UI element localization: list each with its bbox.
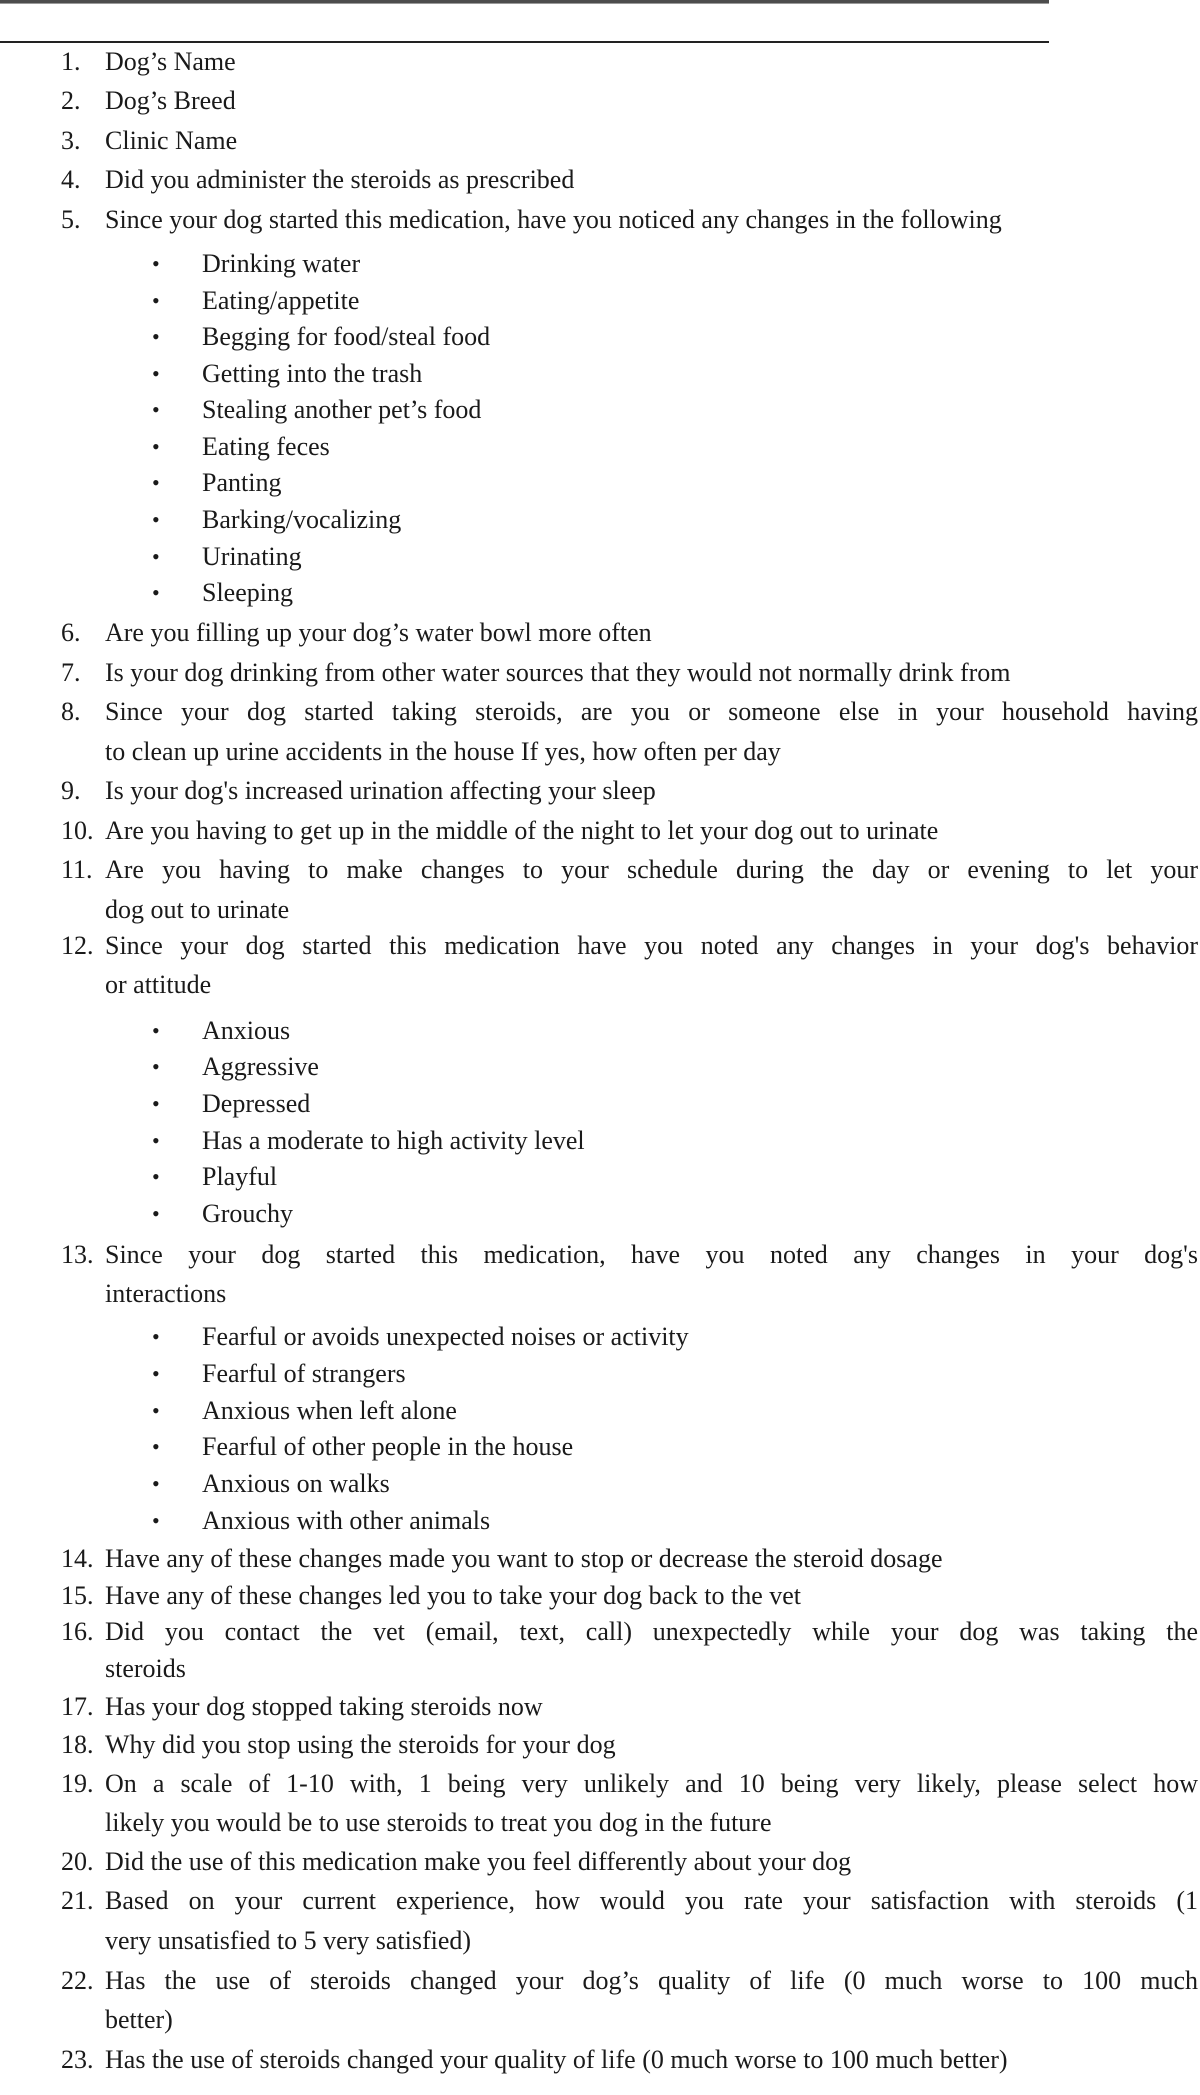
bullet-item <box>0 1054 1200 1080</box>
bullet-icon: • <box>152 1398 160 1423</box>
question-text: Since your dog started taking steroids, are you or someone else in your household having <box>105 697 1198 726</box>
question-text: Based on your current experience, how would you rate your satisfaction with steroids (1 <box>105 1886 1198 1915</box>
bullet-text: Fearful of strangers <box>202 1359 406 1388</box>
question-item-continuation <box>0 739 1200 765</box>
question-item-continuation <box>0 972 1200 998</box>
question-text: Has the use of steroids changed your dog’s quality of life (0 much worse to 100 much <box>105 1966 1198 1995</box>
question-item <box>0 1849 1200 1875</box>
question-number: 11. <box>61 855 93 884</box>
question-item <box>0 778 1200 804</box>
question-number: 1. <box>61 47 81 76</box>
question-text: On a scale of 1-10 with, 1 being very unlikely and 10 being very likely, please select how <box>105 1769 1198 1798</box>
question-item <box>0 1619 1200 1645</box>
bullet-icon: • <box>152 324 160 349</box>
bullet-item <box>0 251 1200 277</box>
question-item-continuation <box>0 1656 1200 1682</box>
bullet-icon: • <box>152 507 160 532</box>
question-item <box>0 49 1200 75</box>
question-item <box>0 857 1200 883</box>
question-text: Did you contact the vet (email, text, call) unexpectedly while your dog was taking the <box>105 1617 1198 1646</box>
bullet-text: Anxious <box>202 1016 291 1045</box>
bullet-text: Stealing another pet’s food <box>202 395 482 424</box>
question-item <box>0 620 1200 646</box>
question-number: 16. <box>61 1617 94 1646</box>
question-item-continuation <box>0 897 1200 923</box>
question-item <box>0 660 1200 686</box>
bullet-item <box>0 1471 1200 1497</box>
question-text: Has your dog stopped taking steroids now <box>105 1692 543 1721</box>
bullet-text: Grouchy <box>202 1199 293 1228</box>
question-text: dog out to urinate <box>105 895 290 924</box>
bullet-icon: • <box>152 251 160 276</box>
question-text: or attitude <box>105 970 212 999</box>
question-item <box>0 167 1200 193</box>
bullet-icon: • <box>152 397 160 422</box>
question-text: Are you having to get up in the middle of the night to let your dog out to urinate <box>105 816 939 845</box>
bullet-icon: • <box>152 434 160 459</box>
question-item <box>0 699 1200 725</box>
bullet-icon: • <box>152 544 160 569</box>
question-number: 2. <box>61 86 81 115</box>
bullet-text: Barking/vocalizing <box>202 505 402 534</box>
question-text: Since your dog started this medication, have you noted any changes in your dog's <box>105 1240 1198 1269</box>
bullet-icon: • <box>152 1054 160 1079</box>
question-text: Dog’s Breed <box>105 86 236 115</box>
bullet-icon: • <box>152 1324 160 1349</box>
question-text: Is your dog's increased urination affecting your sleep <box>105 776 656 805</box>
bullet-item <box>0 1398 1200 1424</box>
question-number: 20. <box>61 1847 94 1876</box>
bullet-icon: • <box>152 1201 160 1226</box>
bullet-item <box>0 1434 1200 1460</box>
question-item-continuation <box>0 1928 1200 1954</box>
bullet-item <box>0 434 1200 460</box>
question-text: Since your dog started this medication have you noted any changes in your dog's behavior <box>105 931 1198 960</box>
question-item-continuation <box>0 1281 1200 1307</box>
question-text: likely you would be to use steroids to treat you dog in the future <box>105 1808 772 1837</box>
question-text: very unsatisfied to 5 very satisfied) <box>105 1926 472 1955</box>
bullet-item <box>0 1018 1200 1044</box>
bullet-item <box>0 544 1200 570</box>
question-text: Are you filling up your dog’s water bowl more often <box>105 618 652 647</box>
bullet-text: Panting <box>202 468 282 497</box>
bullet-icon: • <box>152 1128 160 1153</box>
question-number: 4. <box>61 165 81 194</box>
question-text: Has the use of steroids changed your quality of life (0 much worse to 100 much better) <box>105 2045 1008 2074</box>
bullet-text: Aggressive <box>202 1052 319 1081</box>
question-number: 23. <box>61 2045 94 2074</box>
bullet-icon: • <box>152 1018 160 1043</box>
question-text: Since your dog started this medication, have you noticed any changes in the following <box>105 205 1002 234</box>
question-item <box>0 1888 1200 1914</box>
question-text: Dog’s Name <box>105 47 236 76</box>
question-item-continuation <box>0 2007 1200 2033</box>
question-item <box>0 207 1200 233</box>
bullet-item <box>0 1091 1200 1117</box>
bullet-text: Getting into the trash <box>202 359 423 388</box>
question-text: steroids <box>105 1654 186 1683</box>
question-item <box>0 1546 1200 1572</box>
bullet-item <box>0 288 1200 314</box>
bullet-item <box>0 397 1200 423</box>
question-text: Did you administer the steroids as prescribed <box>105 165 575 194</box>
bullet-text: Begging for food/steal food <box>202 322 491 351</box>
bullet-icon: • <box>152 470 160 495</box>
bullet-item <box>0 361 1200 387</box>
bullet-text: Sleeping <box>202 578 293 607</box>
bullet-icon: • <box>152 1471 160 1496</box>
bullet-item <box>0 1201 1200 1227</box>
question-item <box>0 1583 1200 1609</box>
header-rule <box>0 41 1049 43</box>
bullet-icon: • <box>152 361 160 386</box>
question-text: to clean up urine accidents in the house If yes, how often per day <box>105 737 781 766</box>
question-number: 5. <box>61 205 81 234</box>
question-number: 13. <box>61 1240 94 1269</box>
bullet-text: Eating/appetite <box>202 286 360 315</box>
bullet-icon: • <box>152 1361 160 1386</box>
question-number: 19. <box>61 1769 94 1798</box>
question-text: interactions <box>105 1279 227 1308</box>
bullet-item <box>0 1324 1200 1350</box>
bullet-item <box>0 470 1200 496</box>
bullet-icon: • <box>152 580 160 605</box>
question-text: Why did you stop using the steroids for your dog <box>105 1730 616 1759</box>
bullet-text: Has a moderate to high activity level <box>202 1126 585 1155</box>
question-text: better) <box>105 2005 173 2034</box>
bullet-text: Fearful or avoids unexpected noises or activity <box>202 1322 689 1351</box>
question-number: 6. <box>61 618 81 647</box>
question-text: Is your dog drinking from other water sources that they would not normally drink from <box>105 658 1011 687</box>
bullet-item <box>0 1128 1200 1154</box>
bullet-item <box>0 507 1200 533</box>
bullet-icon: • <box>152 288 160 313</box>
bullet-text: Playful <box>202 1162 278 1191</box>
question-number: 7. <box>61 658 81 687</box>
question-item <box>0 1968 1200 1994</box>
question-number: 18. <box>61 1730 94 1759</box>
question-text: Have any of these changes led you to take your dog back to the vet <box>105 1581 801 1610</box>
question-item <box>0 818 1200 844</box>
bullet-item <box>0 1164 1200 1190</box>
bullet-item <box>0 1361 1200 1387</box>
question-text: Clinic Name <box>105 126 238 155</box>
question-text: Have any of these changes made you want to stop or decrease the steroid dosage <box>105 1544 943 1573</box>
top-rule <box>0 0 1049 4</box>
question-text: Are you having to make changes to your schedule during the day or evening to let your <box>105 855 1198 884</box>
question-item <box>0 2047 1200 2073</box>
question-item <box>0 1242 1200 1268</box>
question-number: 15. <box>61 1581 94 1610</box>
question-item <box>0 128 1200 154</box>
bullet-text: Anxious with other animals <box>202 1506 491 1535</box>
bullet-text: Drinking water <box>202 249 361 278</box>
question-number: 3. <box>61 126 81 155</box>
question-item <box>0 1732 1200 1758</box>
question-number: 8. <box>61 697 81 726</box>
question-item <box>0 933 1200 959</box>
bullet-text: Anxious when left alone <box>202 1396 457 1425</box>
question-number: 10. <box>61 816 94 845</box>
bullet-icon: • <box>152 1508 160 1533</box>
question-item <box>0 1694 1200 1720</box>
bullet-text: Eating feces <box>202 432 330 461</box>
bullet-item <box>0 580 1200 606</box>
bullet-text: Depressed <box>202 1089 311 1118</box>
question-item <box>0 88 1200 114</box>
question-number: 21. <box>61 1886 94 1915</box>
question-number: 12. <box>61 931 94 960</box>
question-number: 14. <box>61 1544 94 1573</box>
question-number: 17. <box>61 1692 94 1721</box>
bullet-item <box>0 1508 1200 1534</box>
question-number: 22. <box>61 1966 94 1995</box>
bullet-text: Anxious on walks <box>202 1469 390 1498</box>
bullet-icon: • <box>152 1434 160 1459</box>
question-item <box>0 1771 1200 1797</box>
question-number: 9. <box>61 776 81 805</box>
bullet-text: Urinating <box>202 542 302 571</box>
bullet-item <box>0 324 1200 350</box>
bullet-text: Fearful of other people in the house <box>202 1432 574 1461</box>
question-text: Did the use of this medication make you feel differently about your dog <box>105 1847 852 1876</box>
bullet-icon: • <box>152 1164 160 1189</box>
question-item-continuation <box>0 1810 1200 1836</box>
bullet-icon: • <box>152 1091 160 1116</box>
